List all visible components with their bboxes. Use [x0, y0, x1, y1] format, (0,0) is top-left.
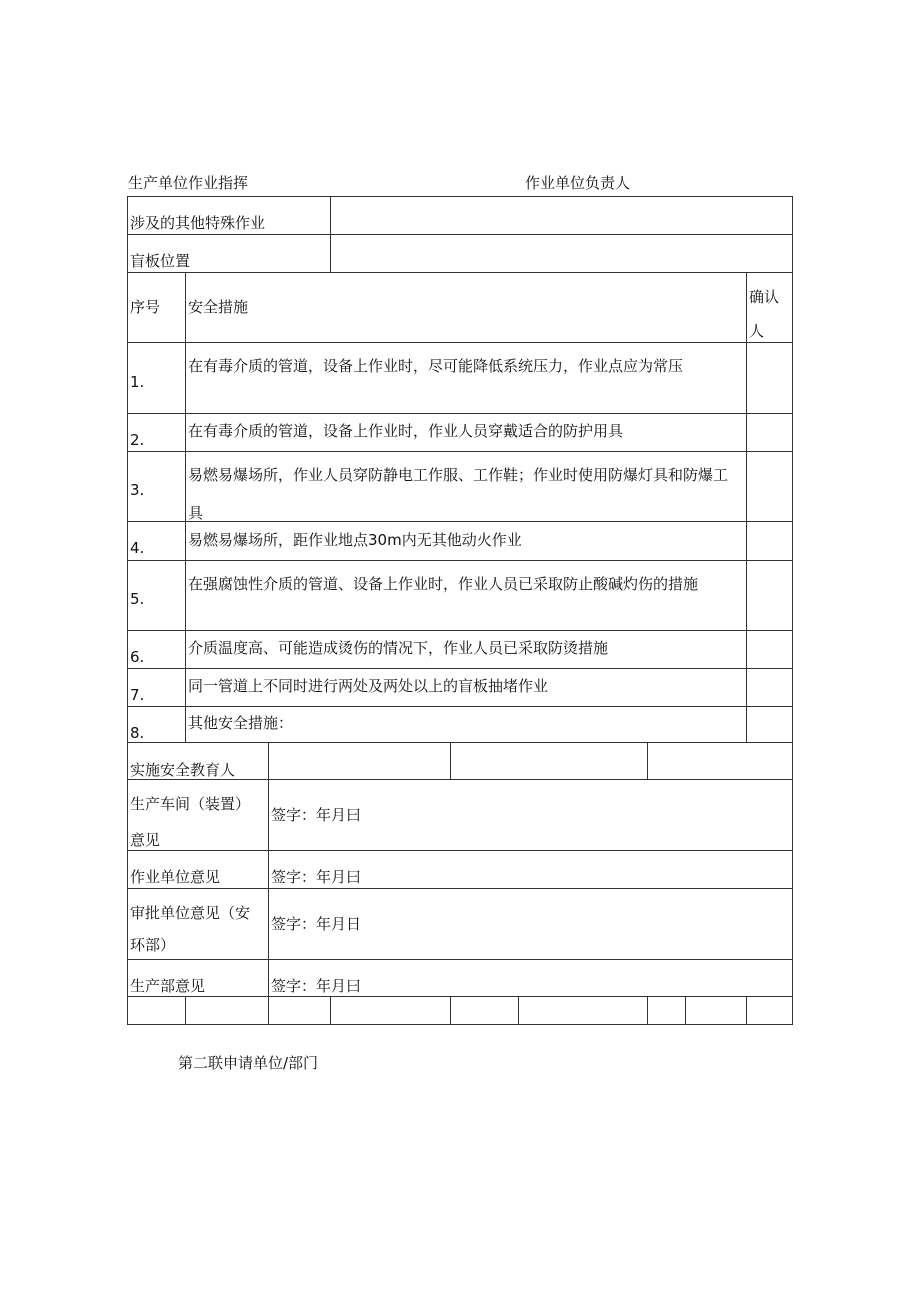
approval-sign-cell[interactable]	[268, 888, 793, 960]
bottom-empty-cell[interactable]	[518, 996, 648, 1025]
bottom-empty-cell[interactable]	[127, 996, 186, 1025]
educator-label: 实施安全教育人	[130, 761, 236, 779]
measure-text-cell	[185, 342, 747, 414]
measure-number: 1.	[130, 373, 145, 391]
educator-label-cell	[127, 742, 269, 780]
seq-header: 序号	[130, 298, 161, 316]
measure-text: 同一管道上不同时进行两处及两处以上的盲板抽堵作业	[188, 677, 549, 695]
measure-confirm-cell[interactable]	[746, 560, 793, 631]
unit-label-cell	[127, 850, 269, 889]
measure-number: 4.	[130, 539, 145, 557]
educator-value-cell-2[interactable]	[450, 742, 648, 780]
measure-text-cell	[185, 413, 747, 452]
measure-num-cell	[127, 668, 186, 707]
measure-text-cell	[185, 630, 747, 669]
measure-text-cell	[185, 706, 747, 743]
measure-num-cell	[127, 413, 186, 452]
special-ops-label-cell	[127, 196, 331, 235]
measure-confirm-cell[interactable]	[746, 630, 793, 669]
measure-text: 在有毒介质的管道，设备上作业时，作业人员穿戴适合的防护用具	[188, 422, 624, 440]
workshop-label-line2: 意见	[130, 831, 161, 849]
bottom-empty-cell[interactable]	[330, 996, 451, 1025]
production-sign-text: 签字：年月曰	[271, 977, 362, 995]
measure-text: 介质温度高、可能造成烫伤的情况下，作业人员已采取防烫措施	[188, 639, 609, 657]
work-unit-leader-label: 作业单位负责人	[525, 174, 631, 192]
bottom-empty-cell[interactable]	[746, 996, 793, 1025]
measure-number: 6.	[130, 648, 145, 666]
bottom-empty-cell[interactable]	[268, 996, 331, 1025]
measure-number: 3.	[130, 481, 145, 499]
measure-num-cell	[127, 630, 186, 669]
measure-text: 易燃易爆场所，作业人员穿防静电工作服、工作鞋；作业时使用防爆灯具和防爆工具	[188, 466, 729, 522]
production-label-cell	[127, 959, 269, 997]
workshop-sign-text: 签字：年月曰	[271, 806, 362, 824]
special-ops-value-cell[interactable]	[330, 196, 793, 235]
confirm-header-line1: 确认	[749, 288, 780, 306]
measure-number: 2.	[130, 431, 145, 449]
measure-number: 7.	[130, 686, 145, 704]
approval-sign-text: 签字：年月日	[271, 915, 362, 933]
unit-label: 作业单位意见	[130, 868, 221, 886]
approval-label-line2: 环部）	[130, 936, 176, 954]
confirm-header-cell	[746, 272, 793, 343]
measure-num-cell	[127, 451, 186, 522]
measure-num-cell	[127, 560, 186, 631]
unit-sign-text: 签字：年月曰	[271, 868, 362, 886]
measure-text: 在强腐蚀性介质的管道、设备上作业时，作业人员已采取防止酸碱灼伤的措施	[188, 575, 699, 593]
bottom-empty-cell[interactable]	[185, 996, 269, 1025]
measures-header: 安全措施	[188, 298, 249, 316]
blind-position-label-cell	[127, 234, 331, 273]
measure-text-cell	[185, 521, 747, 561]
measure-confirm-cell[interactable]	[746, 342, 793, 414]
confirm-header-line2: 人	[749, 322, 765, 340]
special-ops-label: 涉及的其他特殊作业	[130, 214, 266, 232]
measures-header-cell	[185, 272, 747, 343]
measure-number: 8.	[130, 724, 145, 742]
approval-label-line1: 审批单位意见（安	[130, 904, 251, 922]
measure-confirm-cell[interactable]	[746, 521, 793, 561]
production-sign-cell[interactable]	[268, 959, 793, 997]
measure-confirm-cell[interactable]	[746, 413, 793, 452]
measure-confirm-cell[interactable]	[746, 451, 793, 522]
footer-copy-label: 第二联申请单位/部门	[178, 1054, 319, 1072]
approval-label-cell	[127, 888, 269, 960]
blind-position-value-cell[interactable]	[330, 234, 793, 273]
measure-num-cell	[127, 521, 186, 561]
measure-text: 在有毒介质的管道，设备上作业时，尽可能降低系统压力，作业点应为常压	[188, 357, 684, 375]
production-label: 生产部意见	[130, 977, 206, 995]
measure-text-cell	[185, 451, 747, 522]
measure-text-cell	[185, 668, 747, 707]
workshop-label-line1: 生产车间（装置）	[130, 795, 251, 813]
measure-text-cell	[185, 560, 747, 631]
measure-num-cell	[127, 342, 186, 414]
measure-text: 其他安全措施：	[188, 714, 294, 732]
unit-sign-cell[interactable]	[268, 850, 793, 889]
educator-value-cell-3[interactable]	[647, 742, 793, 780]
bottom-empty-cell[interactable]	[647, 996, 686, 1025]
bottom-empty-cell[interactable]	[685, 996, 747, 1025]
bottom-empty-cell[interactable]	[450, 996, 519, 1025]
measure-confirm-cell[interactable]	[746, 668, 793, 707]
workshop-sign-cell[interactable]	[268, 779, 793, 851]
educator-value-cell-1[interactable]	[268, 742, 451, 780]
measure-text: 易燃易爆场所，距作业地点30m内无其他动火作业	[188, 531, 522, 549]
measure-confirm-cell[interactable]	[746, 706, 793, 743]
seq-header-cell	[127, 272, 186, 343]
workshop-label-cell	[127, 779, 269, 851]
blind-position-label: 盲板位置	[130, 252, 191, 270]
measure-num-cell	[127, 706, 186, 743]
measure-number: 5.	[130, 590, 145, 608]
production-unit-commander-label: 生产单位作业指挥	[128, 174, 249, 192]
